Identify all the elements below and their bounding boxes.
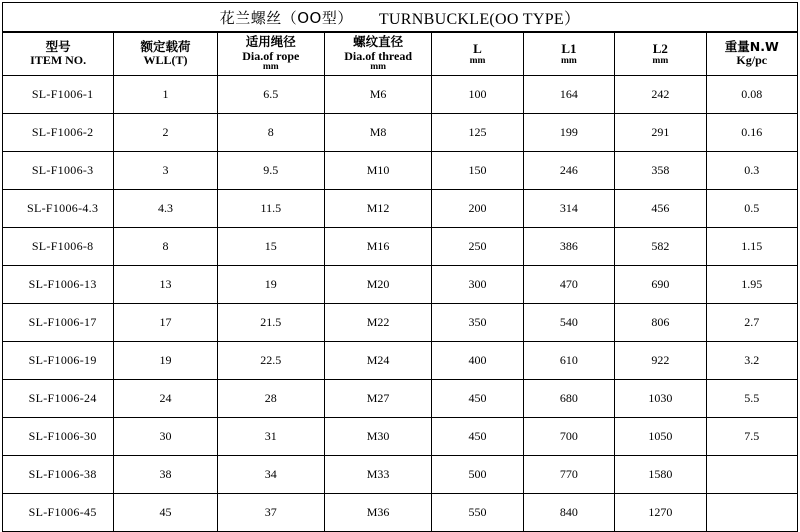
cell-thread: M20 [324,266,431,304]
cell-l1: 540 [523,304,614,342]
cell-thread: M24 [324,342,431,380]
cell-item: SL-F1006-30 [3,418,114,456]
cell-l2: 1050 [615,418,706,456]
cell-item: SL-F1006-45 [3,494,114,532]
specification-table [2,32,798,532]
cell-weight [706,494,797,532]
cell-thread: M16 [324,228,431,266]
header-cell-l [432,33,523,76]
cell-rope: 19 [217,266,324,304]
cell-wll: 17 [114,304,217,342]
spec-sheet [0,2,800,519]
cell-wll: 8 [114,228,217,266]
cell-thread: M6 [324,76,431,114]
cell-l1: 610 [523,342,614,380]
header-thread-unit: mm [370,62,387,73]
cell-rope: 31 [217,418,324,456]
cell-item: SL-F1006-24 [3,380,114,418]
cell-item: SL-F1006-19 [3,342,114,380]
table-body [3,76,798,532]
cell-l: 450 [432,380,523,418]
cell-l2: 291 [615,114,706,152]
header-l-unit: mm [469,55,486,66]
cell-wll: 2 [114,114,217,152]
cell-l: 400 [432,342,523,380]
cell-item: SL-F1006-3 [3,152,114,190]
header-row [3,33,798,76]
cell-l2: 582 [615,228,706,266]
cell-item: SL-F1006-8 [3,228,114,266]
title-chinese: 花兰螺丝（OO型） [219,8,353,27]
cell-wll: 38 [114,456,217,494]
cell-l1: 246 [523,152,614,190]
header-cell-l2 [615,33,706,76]
cell-weight: 2.7 [706,304,797,342]
table-row [3,380,798,418]
header-cell-thread [324,33,431,76]
header-wll-cn: 额定载荷 [140,38,191,54]
cell-wll: 45 [114,494,217,532]
table-row [3,228,798,266]
cell-l: 350 [432,304,523,342]
header-rope-unit: mm [262,62,279,73]
header-cell-item [3,33,114,76]
cell-thread: M10 [324,152,431,190]
cell-thread: M27 [324,380,431,418]
table-row [3,190,798,228]
table-row [3,114,798,152]
cell-l1: 314 [523,190,614,228]
header-thread-en: Dia.of thread [344,48,412,63]
cell-l1: 840 [523,494,614,532]
header-item-cn: 型号 [45,38,71,54]
cell-rope: 22.5 [217,342,324,380]
header-weight-en: Kg/pc [736,53,768,68]
header-cell-weight [706,33,797,76]
cell-item: SL-F1006-1 [3,76,114,114]
cell-l1: 700 [523,418,614,456]
cell-l2: 922 [615,342,706,380]
cell-weight: 5.5 [706,380,797,418]
cell-l: 250 [432,228,523,266]
cell-rope: 21.5 [217,304,324,342]
cell-rope: 8 [217,114,324,152]
cell-l: 125 [432,114,523,152]
cell-thread: M12 [324,190,431,228]
cell-weight [706,456,797,494]
table-row [3,342,798,380]
header-cell-rope [217,33,324,76]
cell-item: SL-F1006-13 [3,266,114,304]
cell-l2: 690 [615,266,706,304]
cell-wll: 3 [114,152,217,190]
cell-weight: 0.5 [706,190,797,228]
table-row [3,494,798,532]
cell-l1: 770 [523,456,614,494]
table-row [3,304,798,342]
cell-l2: 1030 [615,380,706,418]
cell-rope: 37 [217,494,324,532]
cell-l: 200 [432,190,523,228]
table-row [3,456,798,494]
cell-item: SL-F1006-38 [3,456,114,494]
cell-rope: 15 [217,228,324,266]
header-cell-l1 [523,33,614,76]
header-rope-en: Dia.of rope [242,48,300,63]
cell-l: 300 [432,266,523,304]
cell-l2: 1580 [615,456,706,494]
cell-weight: 0.08 [706,76,797,114]
cell-l: 100 [432,76,523,114]
cell-thread: M36 [324,494,431,532]
table-row [3,418,798,456]
header-weight-cn: 重量N.W [724,38,779,54]
header-thread-cn: 螺纹直径 [353,34,404,50]
cell-rope: 6.5 [217,76,324,114]
cell-weight: 1.15 [706,228,797,266]
cell-thread: M22 [324,304,431,342]
cell-l1: 386 [523,228,614,266]
cell-weight: 0.3 [706,152,797,190]
cell-item: SL-F1006-4.3 [3,190,114,228]
table-row [3,266,798,304]
cell-rope: 11.5 [217,190,324,228]
cell-weight: 3.2 [706,342,797,380]
cell-wll: 4.3 [114,190,217,228]
cell-wll: 13 [114,266,217,304]
cell-l2: 456 [615,190,706,228]
header-l1-en: L1 [561,40,577,56]
cell-l2: 242 [615,76,706,114]
cell-l: 450 [432,418,523,456]
cell-rope: 9.5 [217,152,324,190]
header-l2-unit: mm [652,55,669,66]
cell-wll: 24 [114,380,217,418]
table-row [3,76,798,114]
cell-item: SL-F1006-2 [3,114,114,152]
cell-thread: M8 [324,114,431,152]
cell-wll: 19 [114,342,217,380]
cell-l: 550 [432,494,523,532]
document-title [2,2,798,32]
cell-weight: 1.95 [706,266,797,304]
header-l-en: L [473,40,482,56]
cell-wll: 30 [114,418,217,456]
cell-item: SL-F1006-17 [3,304,114,342]
cell-weight: 7.5 [706,418,797,456]
cell-l: 150 [432,152,523,190]
cell-rope: 34 [217,456,324,494]
header-wll-en: WLL(T) [143,53,188,68]
cell-thread: M30 [324,418,431,456]
cell-wll: 1 [114,76,217,114]
header-l1-unit: mm [560,55,577,66]
table-row [3,152,798,190]
table-header [3,33,798,76]
header-rope-cn: 适用绳径 [245,34,296,50]
cell-thread: M33 [324,456,431,494]
cell-l2: 806 [615,304,706,342]
header-item-en: ITEM NO. [30,53,87,68]
cell-l1: 680 [523,380,614,418]
header-cell-wll [114,33,217,76]
cell-l2: 358 [615,152,706,190]
cell-l2: 1270 [615,494,706,532]
cell-l: 500 [432,456,523,494]
title-english: TURNBUCKLE(OO TYPE） [378,10,581,28]
cell-l1: 199 [523,114,614,152]
cell-l1: 164 [523,76,614,114]
cell-l1: 470 [523,266,614,304]
cell-weight: 0.16 [706,114,797,152]
header-l2-en: L2 [652,40,668,56]
cell-rope: 28 [217,380,324,418]
